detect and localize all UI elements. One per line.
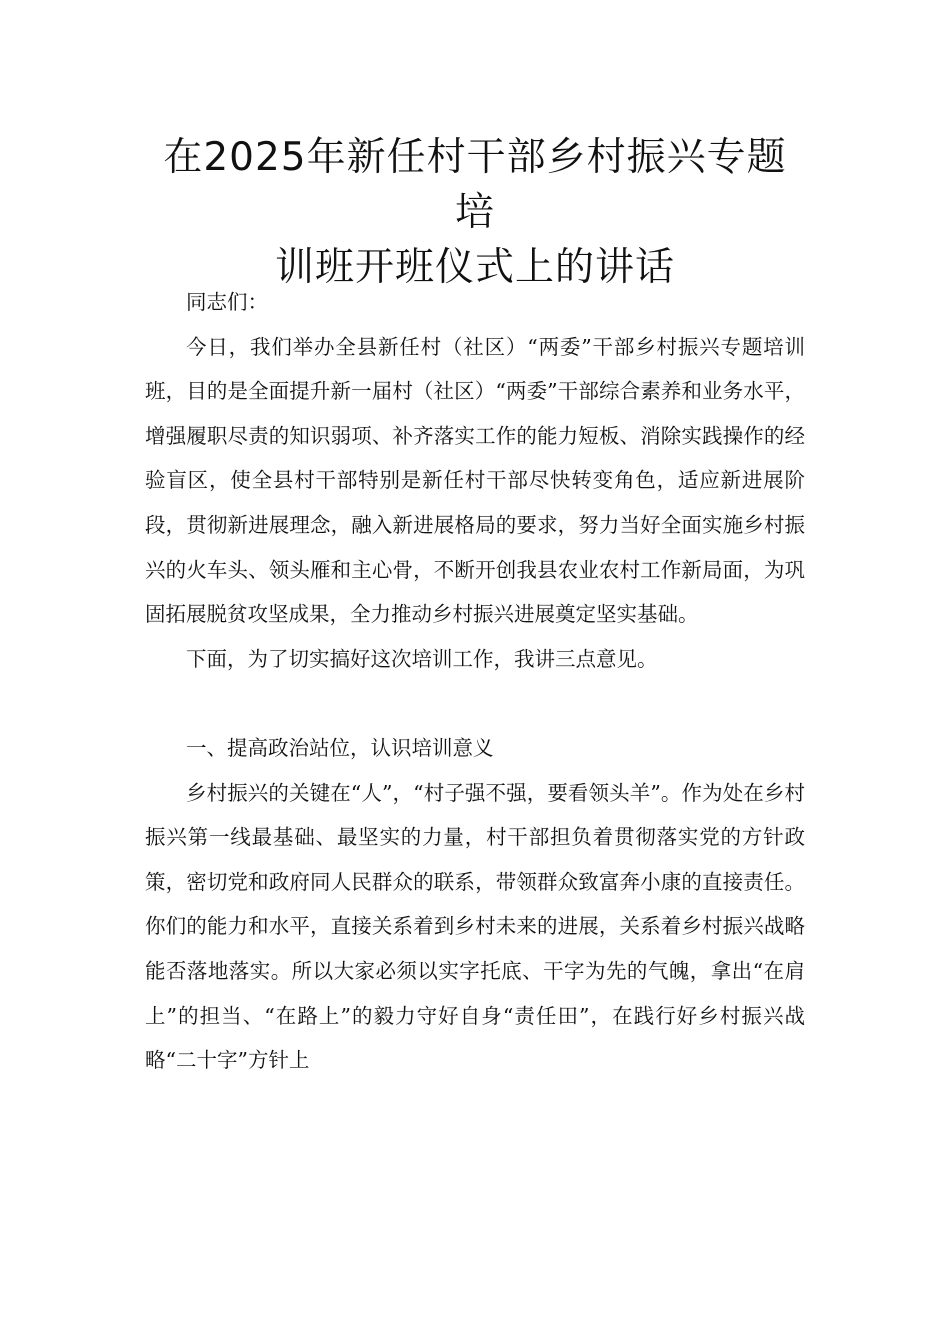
paragraph-intro: 今日，我们举办全县新任村（社区）“两委”干部乡村振兴专题培训班，目的是全面提升新一届村（社区）“两委”干部综合素养和业务水平，增强履职尽责的知识弱项、补齐落实工作的能力短板、消除实践操作的经验盲区，使全县村干部特别是新任村干部尽快转变角色，适应新进展阶段，贯彻新进展理念，融入新进展格局的要求，努力当好全面实施乡村振兴的火车头、领头雁和主心骨，不断开创我县农业农村工作新局面，为巩固拓展脱贫攻坚成果，全力推动乡村振兴进展奠定坚实基础。: [145, 334, 805, 627]
salutation: 同志们：: [186, 290, 268, 314]
paragraph-section-1: 乡村振兴的关键在“人”，“村子强不强，要看领头羊”。作为处在乡村振兴第一线最基础、最坚实的力量，村干部担负着贯彻落实党的方针政策，密切党和政府同人民群众的联系，带领群众致富奔小康的直接责任。你们的能力和水平，直接关系着到乡村未来的进展，关系着乡村振兴战略能否落地落实。所以大家必须以实字托底、干字为先的气魄，拿出“在肩上”的担当、“在路上”的毅力守好自身“责任田”，在践行好乡村振兴战略“二十字”方针上: [145, 780, 805, 1073]
paragraph-outline: 下面，为了切实搞好这次培训工作，我讲三点意见。: [186, 646, 658, 671]
document-body: [145, 280, 805, 1083]
title-line-2: 训班开班仪式上的讲话: [274, 245, 675, 290]
section-heading-1: 一、提高政治站位，认识培训意义: [186, 735, 494, 760]
title-line-1: 在2025年新任村干部乡村振兴专题培: [163, 135, 787, 235]
document-title: [145, 130, 805, 295]
